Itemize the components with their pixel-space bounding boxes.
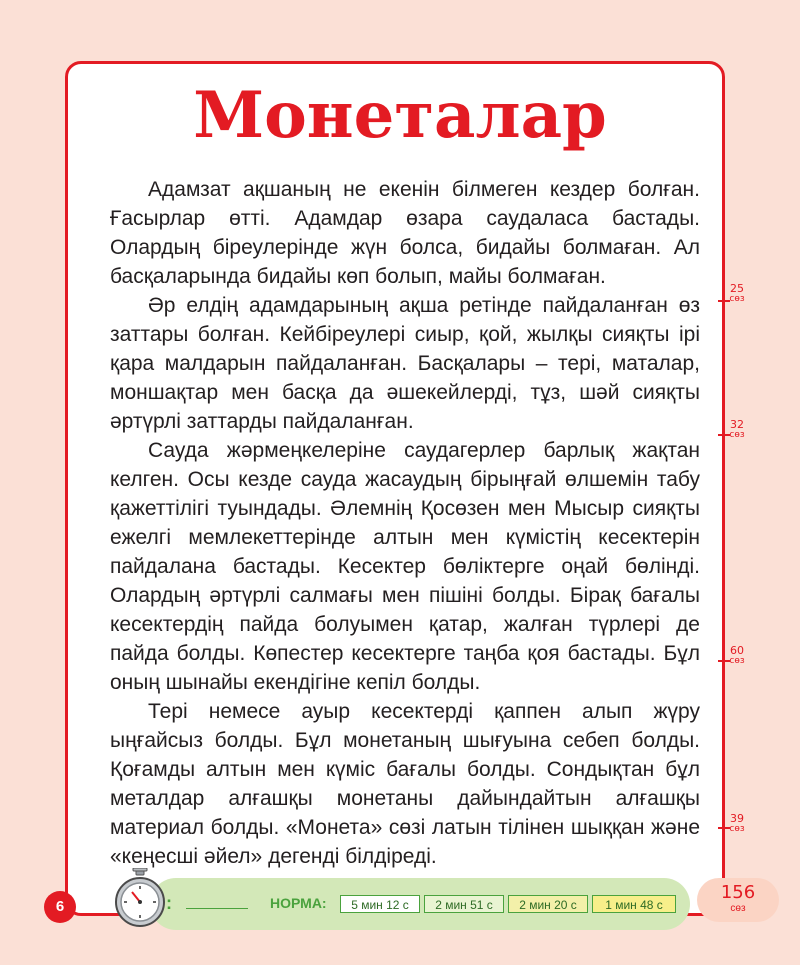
word-count-marker (722, 813, 752, 834)
word-count-number: 25 (730, 282, 744, 295)
word-count-unit: сөз (729, 294, 745, 304)
word-count-marker (722, 645, 752, 666)
time-colon: : (166, 893, 172, 913)
total-word-unit: сөз (730, 903, 746, 914)
word-count-marker (722, 283, 752, 304)
word-count-unit: сөз (729, 824, 745, 834)
word-count-marker (722, 419, 752, 440)
total-word-count (697, 878, 779, 922)
word-count-number: 39 (730, 812, 744, 825)
stopwatch-icon (113, 868, 167, 928)
word-count-number: 60 (730, 644, 744, 657)
norma-time-box: 1 мин 48 с (592, 895, 676, 913)
time-input-line[interactable] (186, 908, 248, 909)
word-count-unit: сөз (729, 656, 745, 666)
paragraph-1: Адамзат ақшаның не екенін білмеген кездер болған. Ғасырлар өтті. Адамдар өзара саудаласа бастады. Олардың біреулерінде жүн болса, бидайы болмаған. Ал басқаларында бидайы көп болып, майы болмаған. (110, 178, 700, 288)
article-body (110, 175, 700, 871)
paragraph-3: Сауда жәрмеңкелеріне саудагерлер барлық жақтан келген. Осы кезде сауда жасаудың бірыңғай өлшемін табу қажеттілігі туындады. Әлемнің Қосөзен мен Мысыр сияқты ежелгі мемлекеттерінде алтын мен күмістің кесектерін пайдалана бастады. Кесектер бөліктерге оңай бөлінді. Олардың әртүрлі салмағы мен пішіні болды. Бірақ бағалы кесектердің пайда болуымен қатар, жалған түрлері де пайда болды. Көпестер кесектерге таңба қоя бастады. Бұл оның шынайы екендігіне кепіл болды. (110, 439, 700, 694)
norma-time-box: 2 мин 20 с (508, 895, 588, 913)
norma-label: НОРМА: (270, 895, 327, 911)
word-count-unit: сөз (729, 430, 745, 440)
paragraph-2: Әр елдің адамдарының ақша ретінде пайдаланған өз заттары болған. Кейбіреулері сиыр, қой, жылқы сияқты ірі қара малдарын пайдаланған. Басқалары – тері, маталар, моншақтар мен басқа да әшекейлерді, тұз, шәй сияқты әртүрлі заттарды пайдаланған. (110, 294, 700, 433)
word-count-number: 32 (730, 418, 744, 431)
page-number: 6 (44, 891, 76, 923)
total-word-number: 156 (720, 882, 756, 903)
norma-time-box: 2 мин 51 с (424, 895, 504, 913)
page-title: Монеталар (193, 78, 607, 153)
paragraph-4: Тері немесе ауыр кесектерді қаппен алып жүру ыңғайсыз болды. Бұл монетаның шығуына себеп болды. Қоғамды алтын мен күміс бағалы болды. Сондықтан бұл металдар алғашқы монетаны дайындайтын алғашқы материал болды. «Монета» сөзі латын тілінен шыққан және «кеңесші әйел» дегенді білдіреді. (110, 700, 700, 868)
norma-time-box: 5 мин 12 с (340, 895, 420, 913)
